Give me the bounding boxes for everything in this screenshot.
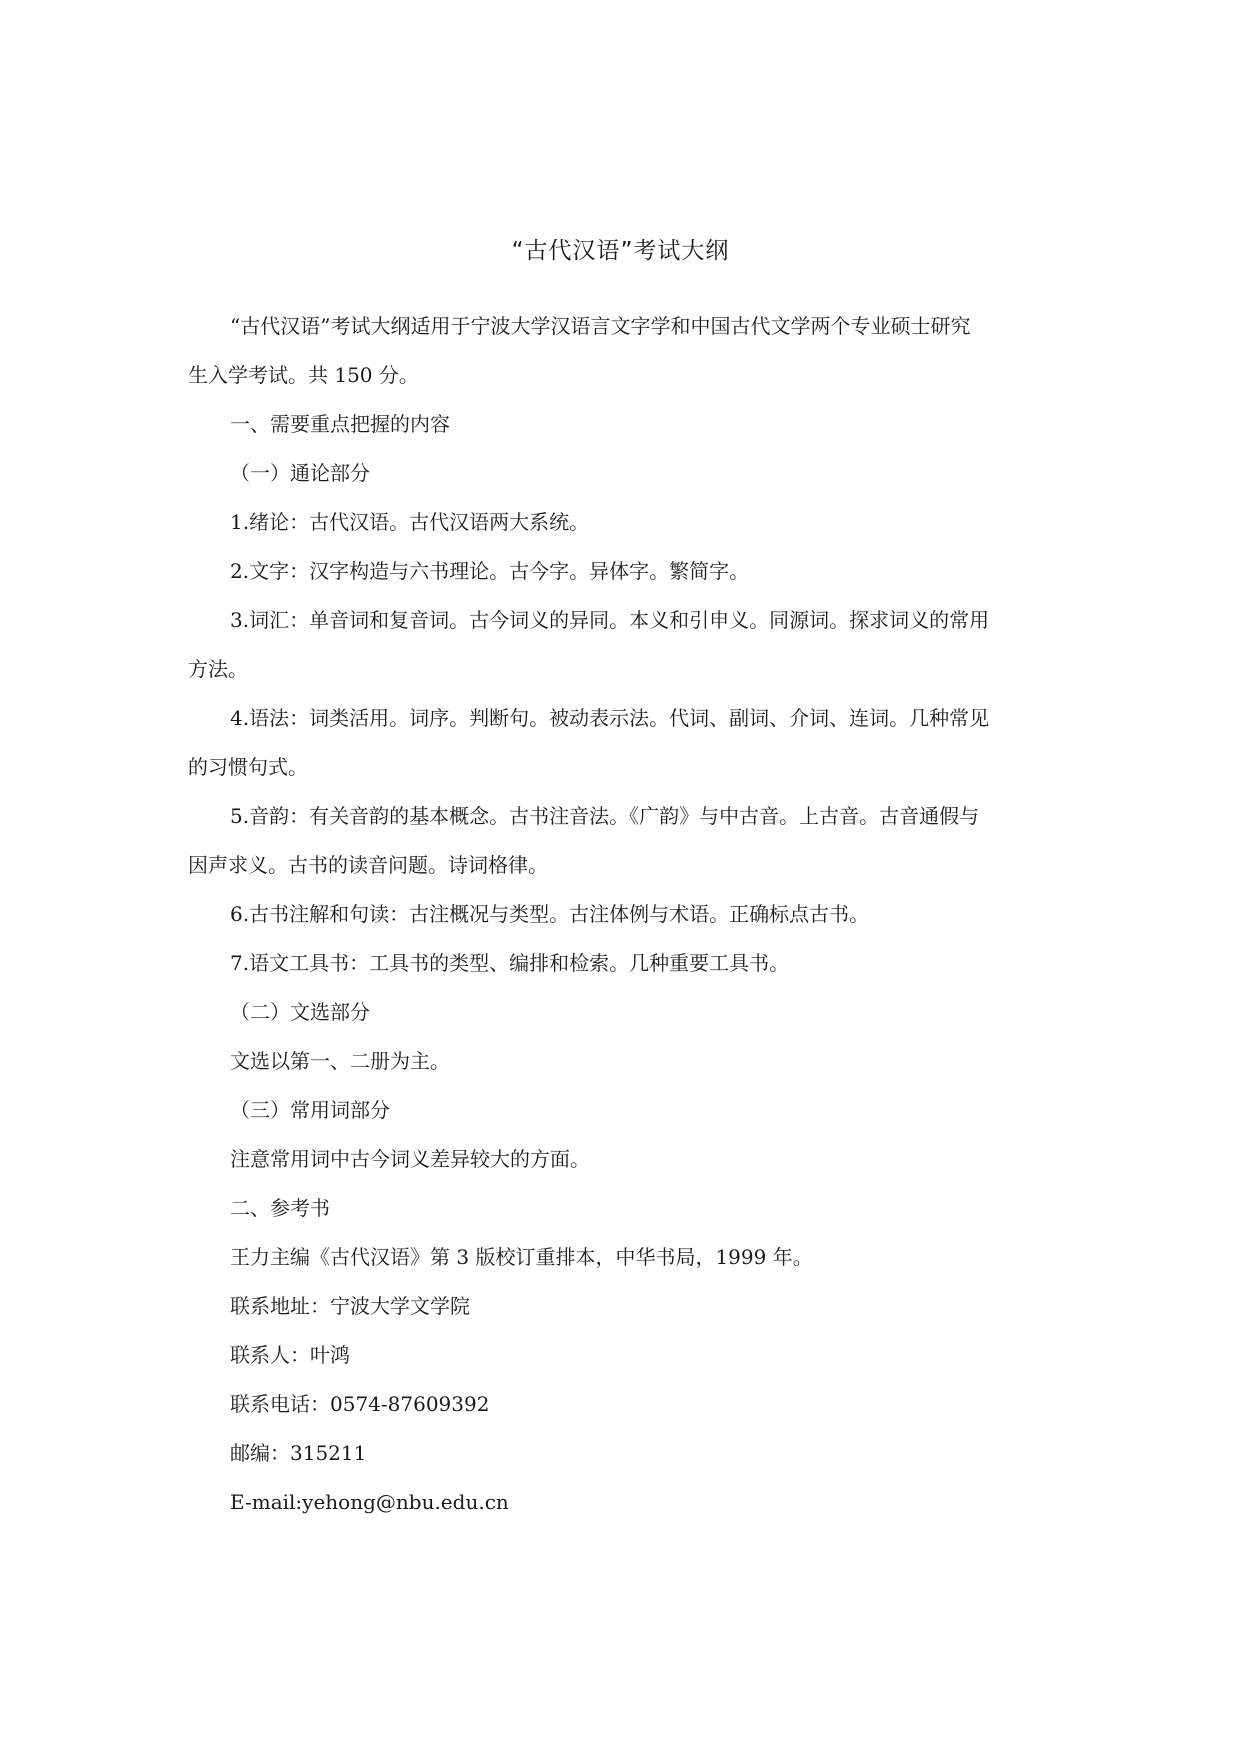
- email-address: E-mail:yehong@nbu.edu.cn: [230, 1490, 509, 1514]
- part1-item-5-line-1: 5.音韵：有关音韵的基本概念。古书注音法。《广韵》与中古音。上古音。古音通假与: [230, 804, 980, 828]
- part1-item-3-line-2: 方法。: [188, 657, 248, 681]
- section2-heading: 二、参考书: [230, 1196, 330, 1220]
- document-body: [188, 302, 1048, 1527]
- intro-line-2: 生入学考试。共 150 分。: [188, 363, 419, 387]
- part1-item-2: 2.文字：汉字构造与六书理论。古今字。异体字。繁简字。: [230, 559, 750, 583]
- section1-heading: 一、需要重点把握的内容: [230, 412, 450, 436]
- part2-text: 文选以第一、二册为主。: [230, 1049, 450, 1073]
- postcode: 邮编：315211: [230, 1441, 367, 1465]
- contact-person: 联系人：叶鸿: [230, 1343, 350, 1367]
- part1-item-6: 6.古书注解和句读：古注概况与类型。古注体例与术语。正确标点古书。: [230, 902, 870, 926]
- part2-heading: （二）文选部分: [230, 1000, 370, 1024]
- part1-item-5-line-2: 因声求义。古书的读音问题。诗词格律。: [188, 853, 548, 877]
- intro-line-1: “古代汉语”考试大纲适用于宁波大学汉语言文字学和中国古代文学两个专业硕士研究: [230, 314, 971, 338]
- contact-phone: 联系电话：0574-87609392: [230, 1392, 490, 1416]
- part1-item-4-line-1: 4.语法：词类活用。词序。判断句。被动表示法。代词、副词、介词、连词。几种常见: [230, 706, 990, 730]
- part3-text: 注意常用词中古今词义差异较大的方面。: [230, 1147, 590, 1171]
- document-title: “古代汉语”考试大纲: [511, 238, 730, 264]
- reference-book: 王力主编《古代汉语》第 3 版校订重排本，中华书局，1999 年。: [230, 1245, 813, 1269]
- part1-item-7: 7.语文工具书：工具书的类型、编排和检索。几种重要工具书。: [230, 951, 790, 975]
- part1-item-1: 1.绪论：古代汉语。古代汉语两大系统。: [230, 510, 590, 534]
- part1-item-4-line-2: 的习惯句式。: [188, 755, 308, 779]
- part1-heading: （一）通论部分: [230, 461, 370, 485]
- part1-item-3-line-1: 3.词汇：单音词和复音词。古今词义的异同。本义和引申义。同源词。探求词义的常用: [230, 608, 990, 632]
- contact-address: 联系地址：宁波大学文学院: [230, 1294, 470, 1318]
- part3-heading: （三）常用词部分: [230, 1098, 390, 1122]
